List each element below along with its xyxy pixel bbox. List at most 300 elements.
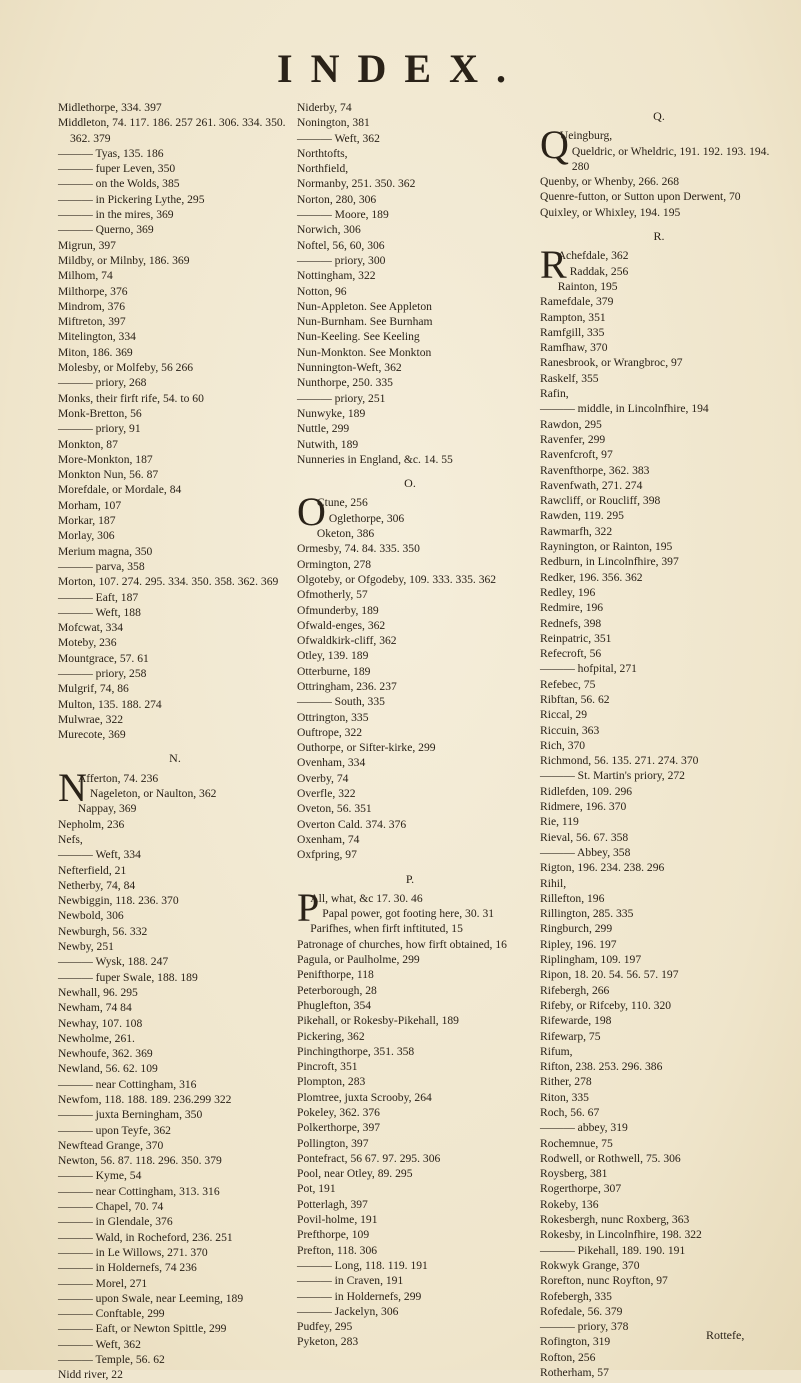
index-entry [297,1151,523,1166]
index-entry [297,572,523,587]
index-entry [540,1029,778,1044]
index-entry [297,1136,523,1151]
entry-text: ——— Eaft, or Newton Spittle, 299 [58,1322,227,1336]
index-entry [297,253,523,268]
entry-text: Newby, 251 [58,940,114,954]
index-entry [58,1153,292,1168]
index-entry [58,666,292,681]
entry-text: Nunwyke, 189 [297,406,366,420]
index-entry [540,1212,778,1227]
index-entry [540,1197,778,1212]
index-entry [540,723,778,738]
index-entry [297,1059,523,1074]
entry-text: Milthorpe, 376 [58,284,128,298]
entry-text: Rokesbergh, nunc Roxberg, 363 [540,1213,690,1227]
entry-text: Mitelington, 334 [58,330,136,344]
entry-text: ——— Temple, 56. 62 [58,1353,165,1367]
entry-text: Rifewarp, 75 [540,1029,601,1043]
entry-text: Parifhes, when firft inftituted, 15 [310,922,463,936]
index-entry [58,314,292,329]
index-entry [540,937,778,952]
index-entry [58,146,292,161]
index-entry [540,1350,778,1365]
index-entry [58,847,292,862]
index-entry [297,906,523,921]
entry-text: Morkar, 187 [58,514,116,528]
index-entry [58,786,292,801]
entry-text: Ripley, 196. 197 [540,937,617,951]
index-entry [58,985,292,1000]
entry-text: Oxenham, 74 [297,832,360,846]
index-entry [540,1136,778,1151]
entry-text: Mildby, or Milnby, 186. 369 [58,253,190,267]
index-entry [58,1031,292,1046]
entry-text: Rihil, [540,876,567,890]
index-entry [540,967,778,982]
index-entry [58,544,292,559]
index-entry [540,417,778,432]
index-entry [58,590,292,605]
index-entry [540,692,778,707]
entry-text: ——— Chapel, 70. 74 [58,1200,164,1214]
index-entry [540,371,778,386]
entry-text: Ravenfthorpe, 362. 383 [540,463,650,477]
entry-text: Morefdale, or Mordale, 84 [58,483,182,497]
index-entry [540,447,778,462]
entry-text: Nappay, 369 [77,802,137,816]
index-entry [297,1273,523,1288]
index-entry [297,207,523,222]
index-entry [297,998,523,1013]
index-entry [540,386,778,401]
entry-text: Rawmarfh, 322 [540,524,613,538]
entry-text: ——— fuper Swale, 188. 189 [58,970,198,984]
index-entry [540,340,778,355]
index-entry [297,832,523,847]
index-entry [297,1289,523,1304]
entry-text: Ramfhaw, 370 [540,341,608,355]
index-entry [58,421,292,436]
index-entry [540,906,778,921]
index-entry [297,633,523,648]
index-entry [58,893,292,908]
index-column-2 [297,100,523,1350]
index-entry [297,801,523,816]
index-entry [540,952,778,967]
index-entry [540,493,778,508]
entry-text: Redburn, in Lincolnfhire, 397 [540,555,679,569]
section-letter: O. [404,476,416,491]
entry-text: Ofwaldkirk-cliff, 362 [297,634,397,648]
entry-text: Overby, 74 [297,771,349,785]
index-entry [58,482,292,497]
index-entry [540,738,778,753]
entry-text: Otterburne, 189 [297,664,371,678]
entry-text: Ofmotherly, 57 [297,588,368,602]
index-entry [58,498,292,513]
index-entry [58,1046,292,1061]
entry-text: ——— priory, 378 [540,1320,629,1334]
index-entry [58,268,292,283]
entry-text: Murecote, 369 [58,728,126,742]
entry-text: Rifewarde, 198 [540,1014,612,1028]
index-entry [58,1077,292,1092]
entry-text: Rafin, [540,387,569,401]
index-entry [540,768,778,783]
index-entry [540,189,778,204]
index-entry [58,1337,292,1352]
entry-text: Morlay, 306 [58,529,115,543]
index-entry [58,161,292,176]
entry-text: Normanby, 251. 350. 362 [297,177,416,191]
entry-text: Papal power, got footing here, 30. 31 [322,907,495,921]
index-entry [297,1074,523,1089]
entry-text: Ctune, 256 [316,496,368,510]
index-entry [297,817,523,832]
index-entry [540,707,778,722]
entry-text: Raskelf, 355 [540,371,599,385]
entry-text: Ranesbrook, or Wrangbroc, 97 [540,356,683,370]
entry-text: Nun-Appleton. See Appleton [297,299,432,313]
entry-text: ——— hofpital, 271 [540,662,637,676]
index-entry [297,391,523,406]
entry-text: Nefs, [58,832,83,846]
index-entry [297,694,523,709]
entry-text: ——— in Holdernefs, 74 236 [58,1261,197,1275]
index-entry [540,845,778,860]
entry-text: Quixley, or Whixley, 194. 195 [540,205,681,219]
entry-text: ——— St. Martin's priory, 272 [540,769,685,783]
entry-text: Pyketon, 283 [297,1335,359,1349]
entry-text: Notton, 96 [297,284,347,298]
entry-text: Riccuin, 363 [540,723,600,737]
entry-text: ——— Weft, 362 [58,1337,141,1351]
entry-text: Rofington, 319 [540,1335,611,1349]
entry-text: Nutwith, 189 [297,437,359,451]
entry-text: Newbiggin, 118. 236. 370 [58,894,179,908]
entry-text: Quenby, or Whenby, 266. 268 [540,175,679,189]
entry-text: Otley, 139. 189 [297,649,369,663]
entry-text: Miftreton, 397 [58,315,126,329]
index-entry [58,924,292,939]
entry-text: Rither, 278 [540,1075,592,1089]
drop-cap: Q [540,122,569,168]
index-entry [540,983,778,998]
index-entry [540,294,778,309]
index-entry [297,131,523,146]
index-entry [540,1181,778,1196]
entry-text: Rawden, 119. 295 [540,509,624,523]
entry-text: Povil-holme, 191 [297,1213,378,1227]
drop-cap: N [58,764,87,810]
index-entry [297,587,523,602]
entry-text: Rednefs, 398 [540,616,602,630]
index-entry [58,1321,292,1336]
entry-text: Prefton, 118. 306 [297,1243,378,1257]
entry-text: Rifeby, or Rifceby, 110. 320 [540,998,672,1012]
entry-text: ——— middle, in Lincolnfhire, 194 [540,402,709,416]
index-entry [540,463,778,478]
entry-text: Overfle, 322 [297,787,356,801]
index-entry [297,1044,523,1059]
index-entry [58,329,292,344]
entry-text: Nun-Burnham. See Burnham [297,315,433,329]
index-entry [58,970,292,985]
index-entry [540,1044,778,1059]
index-entry [58,207,292,222]
index-entry [297,1319,523,1334]
index-entry [540,1273,778,1288]
entry-text: Polkerthorpe, 397 [297,1121,381,1135]
index-entry [58,878,292,893]
entry-text: Merium magna, 350 [58,544,153,558]
entry-text: Monkton, 87 [58,437,118,451]
entry-text: Monks, their firft rife, 54. to 60 [58,391,204,405]
index-entry [540,585,778,600]
entry-text: ——— in Le Willows, 271. 370 [58,1245,208,1259]
index-entry [58,574,292,589]
entry-text: Ormington, 278 [297,557,372,571]
index-entry [58,115,292,146]
entry-text: ——— on the Wolds, 385 [58,177,180,191]
index-entry [540,478,778,493]
index-entry [540,921,778,936]
entry-text: Nidd river, 22 [58,1368,123,1382]
entry-text: ——— Jackelyn, 306 [297,1304,399,1318]
entry-text: Pincroft, 351 [297,1060,358,1074]
entry-text: Riton, 335 [540,1090,589,1104]
entry-text: Peterborough, 28 [297,983,377,997]
entry-text: Ridlefden, 109. 296 [540,784,633,798]
entry-text: Ottrington, 335 [297,710,369,724]
entry-text: Rorefton, nunc Royfton, 97 [540,1274,668,1288]
index-entry [58,1306,292,1321]
entry-text: Ribftan, 56. 62 [540,692,610,706]
index-entry [297,268,523,283]
entry-text: Ormesby, 74. 84. 335. 350 [297,542,420,556]
entry-text: Pinchingthorpe, 351. 358 [297,1044,415,1058]
index-entry [58,727,292,742]
entry-text: ——— fuper Leven, 350 [58,162,176,176]
index-entry [58,1214,292,1229]
entry-text: Northfield, [297,162,349,176]
entry-text: Rifebergh, 266 [540,983,610,997]
entry-text: ——— Querno, 369 [58,223,154,237]
entry-text: Plomtree, juxta Scrooby, 264 [297,1090,432,1104]
entry-text: Mofcwat, 334 [58,621,124,635]
entry-text: Newhall, 96. 295 [58,985,138,999]
index-entry [540,753,778,768]
index-entry [297,1120,523,1135]
entry-text: Netherby, 74, 84 [58,878,136,892]
entry-text: Rifton, 238. 253. 296. 386 [540,1060,663,1074]
index-entry [540,876,778,891]
index-entry [540,508,778,523]
entry-text: Noftel, 56, 60, 306 [297,238,385,252]
drop-cap: O [297,489,326,535]
index-entry [297,1166,523,1181]
index-entry [540,554,778,569]
index-entry [297,161,523,176]
entry-text: Plompton, 283 [297,1075,366,1089]
index-entry [58,1260,292,1275]
section-letter: P. [405,871,415,886]
index-entry [58,345,292,360]
entry-text: Nunnington-Weft, 362 [297,361,402,375]
index-entry [540,355,778,370]
entry-text: Pot, 191 [297,1182,336,1196]
entry-text: Nunneries in England, &c. 14. 55 [297,452,453,466]
index-entry [540,1105,778,1120]
entry-text: ——— Wald, in Rocheford, 236. 251 [58,1230,233,1244]
entry-text: Oveton, 56. 351 [297,802,372,816]
index-entry [297,710,523,725]
entry-text: ——— Wysk, 188. 247 [58,955,169,969]
index-entry [58,832,292,847]
index-entry [540,1151,778,1166]
entry-text: Reinpatric, 351 [540,631,612,645]
entry-text: Oglethorpe, 306 [328,511,405,525]
entry-text: Mulgrif, 74, 86 [58,682,129,696]
entry-text: Rokwyk Grange, 370 [540,1258,640,1272]
index-entry [58,238,292,253]
index-entry [297,299,523,314]
index-entry [540,1258,778,1273]
entry-text: Pagula, or Paulholme, 299 [297,953,420,967]
entry-text: ——— Pikehall, 189. 190. 191 [540,1243,686,1257]
entry-text: Ottringham, 236. 237 [297,679,397,693]
entry-text: Rofton, 256 [540,1350,596,1364]
index-entry [540,661,778,676]
section-letter: N. [169,751,181,766]
entry-text: Raddak, 256 [569,264,629,278]
entry-text: Nonington, 381 [297,116,370,130]
index-entry [58,299,292,314]
entry-text: Nun-Keeling. See Keeling [297,330,420,344]
index-entry [58,1168,292,1183]
entry-text: Ravenfwath, 271. 274 [540,478,643,492]
drop-cap: P [297,884,320,930]
index-entry [58,801,292,816]
index-entry [297,146,523,161]
index-entry [58,1199,292,1214]
entry-text: ——— in the mires, 369 [58,208,174,222]
entry-text: Ringburch, 299 [540,922,613,936]
entry-text: ——— in Pickering Lythe, 295 [58,192,205,206]
entry-text: ——— Tyas, 135. 186 [58,146,164,160]
entry-text: Rawdon, 295 [540,417,602,431]
entry-text: ——— parva, 358 [58,559,145,573]
index-entry [540,310,778,325]
index-entry [297,284,523,299]
index-entry [297,360,523,375]
index-entry [297,1090,523,1105]
entry-text: ——— juxta Berningham, 350 [58,1108,203,1122]
entry-text: Riplingham, 109. 197 [540,953,642,967]
index-entry [540,891,778,906]
entry-text: ——— Conftable, 299 [58,1307,165,1321]
index-entry [540,205,778,220]
index-entry [297,618,523,633]
entry-text: Pokeley, 362. 376 [297,1106,380,1119]
index-entry [540,1013,778,1028]
entry-text: Multon, 135. 188. 274 [58,697,162,711]
entry-text: ——— Abbey, 358 [540,845,631,859]
entry-text: Newhoufe, 362. 369 [58,1047,153,1061]
index-entry [58,712,292,727]
entry-text: Outhorpe, or Sifter-kirke, 299 [297,741,436,755]
entry-text: Redmire, 196 [540,601,604,615]
entry-text: ——— Weft, 362 [297,131,380,145]
entry-text: Redker, 196. 356. 362 [540,570,643,584]
index-entry [297,100,523,115]
entry-text: Redley, 196 [540,585,596,599]
index-entry [58,681,292,696]
entry-text: Newbold, 306 [58,909,124,923]
index-entry [297,375,523,390]
entry-text: ——— Eaft, 187 [58,590,139,604]
index-entry [297,511,523,526]
index-entry [58,1352,292,1367]
entry-text: ——— in Holdernefs, 299 [297,1289,422,1303]
index-entry [540,860,778,875]
index-entry [297,1258,523,1273]
entry-text: Ueingburg, [559,129,613,143]
index-entry [540,600,778,615]
index-entry [297,1181,523,1196]
index-entry [58,1184,292,1199]
entry-text: ——— in Glendale, 376 [58,1215,173,1229]
index-entry [540,784,778,799]
entry-text: ——— upon Swale, near Leeming, 189 [58,1291,244,1305]
entry-text: Patronage of churches, how firft obtained, 16 [297,937,507,951]
entry-text: ——— priory, 91 [58,422,141,436]
index-entry [540,524,778,539]
entry-text: Overton Cald. 374. 376 [297,817,407,831]
entry-text: Refebec, 75 [540,677,596,691]
index-entry [540,264,778,279]
index-entry [58,452,292,467]
index-entry [297,755,523,770]
index-entry [297,345,523,360]
entry-text: Rokeby, 136 [540,1197,599,1211]
entry-text: ——— Morel, 271 [58,1276,148,1290]
entry-text: Nottingham, 322 [297,269,376,283]
entry-text: ——— Long, 118. 119. 191 [297,1258,428,1272]
entry-text: Roch, 56. 67 [540,1106,600,1119]
entry-text: Afferton, 74. 236 [77,771,159,785]
entry-text: Newton, 56. 87. 118. 296. 350. 379 [58,1154,222,1168]
entry-text: Penifthorpe, 118 [297,968,374,982]
entry-text: Achefdale, 362 [557,249,629,263]
entry-text: Pontefract, 56 67. 97. 295. 306 [297,1151,441,1165]
entry-text: Rie, 119 [540,815,579,829]
index-entry [297,541,523,556]
index-entry [58,817,292,832]
index-entry [297,847,523,862]
index-entry [58,176,292,191]
entry-text: Oketon, 386 [316,527,375,541]
index-entry [297,115,523,130]
entry-text: Mulwrae, 322 [58,712,124,726]
entry-text: Ridmere, 196. 370 [540,800,627,814]
index-entry [58,1245,292,1260]
index-entry [297,740,523,755]
entry-text: Midlethorpe, 334. 397 [58,101,162,114]
entry-text: Ripon, 18. 20. 54. 56. 57. 197 [540,968,679,982]
index-entry [297,1013,523,1028]
entry-text: Nepholm, 236 [58,817,125,831]
